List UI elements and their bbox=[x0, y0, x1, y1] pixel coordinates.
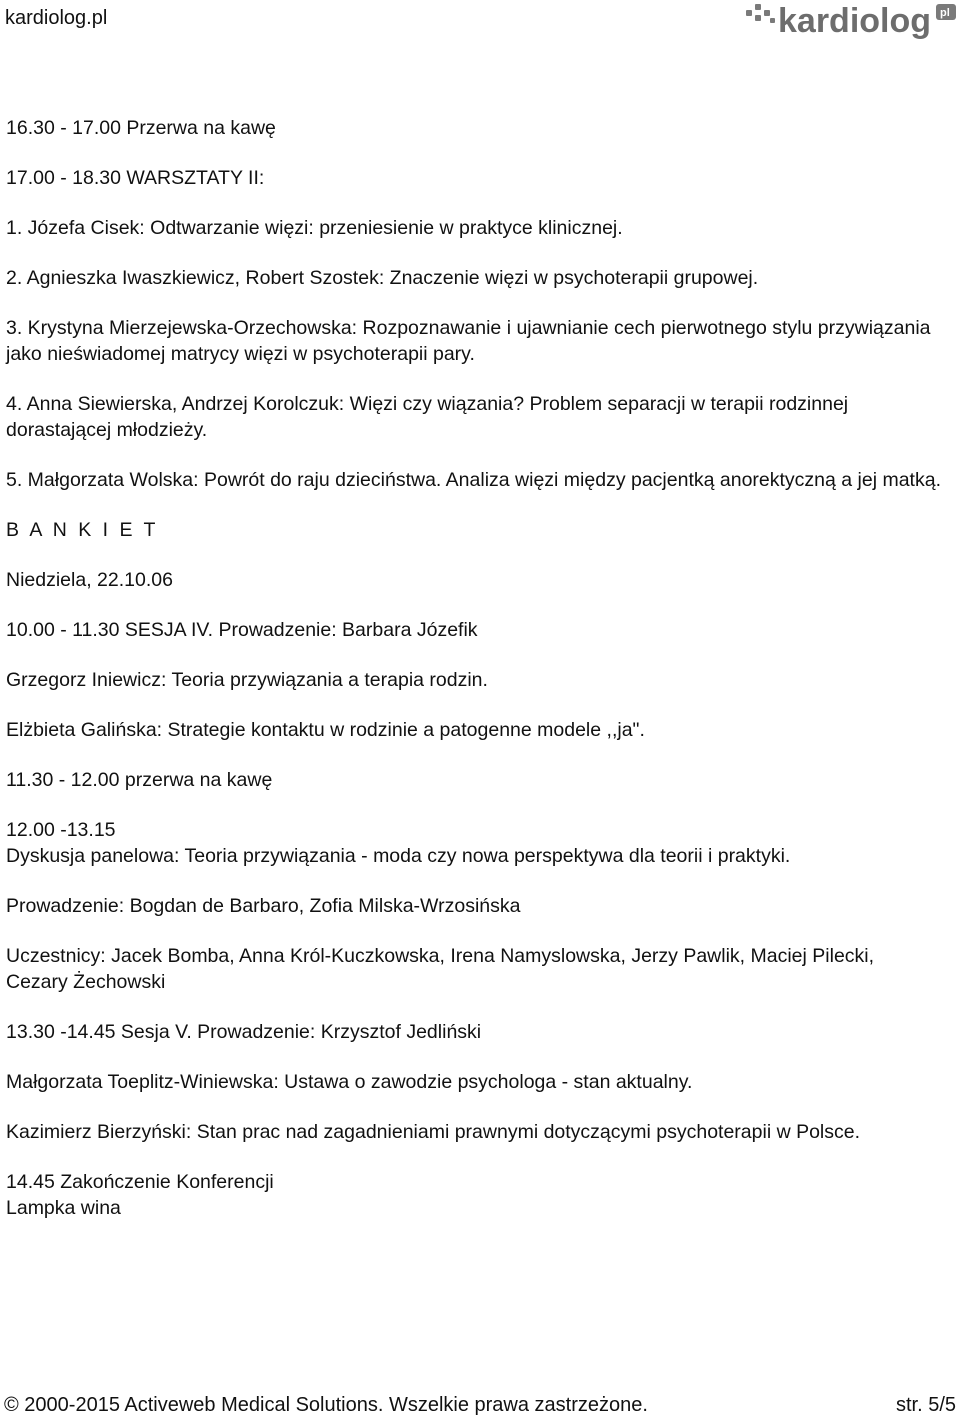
talk-item: Elżbieta Galińska: Strategie kontaktu w rodzinie a patogenne modele ,,ja". bbox=[6, 719, 645, 741]
workshop-heading: 17.00 - 18.30 WARSZTATY II: bbox=[6, 167, 265, 189]
panel-participants-cont: Cezary Żechowski bbox=[6, 971, 166, 993]
panel-moderators: Prowadzenie: Bogdan de Barbaro, Zofia Milska-Wrzosińska bbox=[6, 895, 521, 917]
panel-title: Dyskusja panelowa: Teoria przywiązania - moda czy nowa perspektywa dla teorii i praktyki. bbox=[6, 845, 791, 867]
session-heading: 10.00 - 11.30 SESJA IV. Prowadzenie: Barbara Józefik bbox=[6, 619, 478, 641]
banquet-heading: B A N K I E T bbox=[6, 519, 159, 541]
panel-time: 12.00 -13.15 bbox=[6, 819, 116, 841]
copyright-text: © 2000-2015 Activeweb Medical Solutions. Wszelkie prawa zastrzeżone. bbox=[4, 1394, 648, 1416]
document-content bbox=[6, 115, 954, 1245]
logo-icon bbox=[742, 0, 960, 44]
page-number: str. 5/5 bbox=[895, 1394, 956, 1416]
workshop-item: 5. Małgorzata Wolska: Powrót do raju dzieciństwa. Analiza więzi między pacjentką anorektyczną a jej matką. bbox=[6, 469, 941, 491]
logo-text: kardiolog bbox=[778, 2, 932, 40]
svg-text:pl: pl bbox=[940, 7, 950, 19]
closing-item: 14.45 Zakończenie Konferencji bbox=[6, 1171, 274, 1193]
workshop-item: 3. Krystyna Mierzejewska-Orzechowska: Rozpoznawanie i ujawnianie cech pierwotnego stylu przywiązania jako nieświadomej matrycy więzi w psychoterapii pary. bbox=[6, 317, 931, 365]
talk-item: Grzegorz Iniewicz: Teoria przywiązania a terapia rodzin. bbox=[6, 669, 488, 691]
kardiolog-logo bbox=[742, 0, 960, 44]
talk-item: Małgorzata Toeplitz-Winiewska: Ustawa o zawodzie psychologa - stan aktualny. bbox=[6, 1071, 693, 1093]
schedule-break: 11.30 - 12.00 przerwa na kawę bbox=[6, 769, 273, 791]
session-heading: 13.30 -14.45 Sesja V. Prowadzenie: Krzysztof Jedliński bbox=[6, 1021, 482, 1043]
workshop-item: 1. Józefa Cisek: Odtwarzanie więzi: przeniesienie w praktyce klinicznej. bbox=[6, 217, 623, 239]
closing-item: Lampka wina bbox=[6, 1197, 121, 1219]
day-heading: Niedziela, 22.10.06 bbox=[6, 569, 173, 591]
site-name: kardiolog.pl bbox=[5, 7, 108, 29]
page-footer bbox=[0, 1394, 960, 1420]
schedule-break: 16.30 - 17.00 Przerwa na kawę bbox=[6, 117, 276, 139]
page-header bbox=[0, 0, 960, 48]
talk-item: Kazimierz Bierzyński: Stan prac nad zagadnieniami prawnymi dotyczącymi psychoterapii w Polsce. bbox=[6, 1121, 861, 1143]
workshop-item: 2. Agnieszka Iwaszkiewicz, Robert Szostek: Znaczenie więzi w psychoterapii grupowej. bbox=[6, 267, 759, 289]
workshop-item: 4. Anna Siewierska, Andrzej Korolczuk: Więzi czy wiązania? Problem separacji w terapii rodzinnej dorastającej młodzieży. bbox=[6, 393, 849, 441]
panel-participants: Uczestnicy: Jacek Bomba, Anna Król-Kuczkowska, Irena Namyslowska, Jerzy Pawlik, Maciej Pilecki, bbox=[6, 945, 875, 967]
